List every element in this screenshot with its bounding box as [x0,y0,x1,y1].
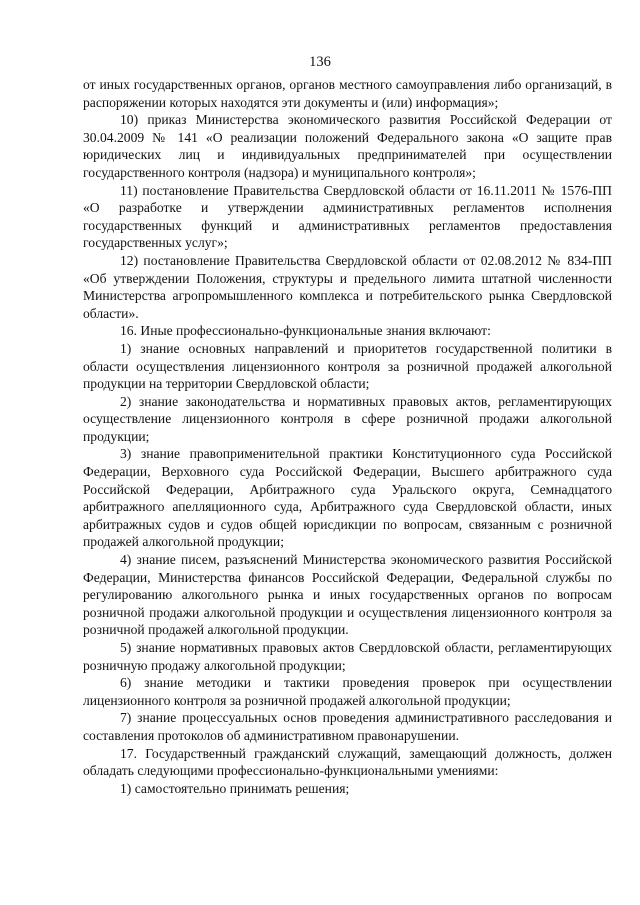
page-number: 136 [309,54,331,70]
paragraph-item-12: 12) постановление Правительства Свердловской области от 02.08.2012 № 834-ПП «Об утверждении Положения, структуры и предельного лимита штатной численности Министерства агропромышленного комплекса и потребительского рынка Свердловской области». [83,252,612,321]
paragraph-item-11: 11) постановление Правительства Свердловской области от 16.11.2011 № 1576-ПП «О разработке и утверждении административных регламентов исполнения государственных функций и административных регламентов предоставления государственных услуг»; [83,182,612,251]
paragraph-knowledge-1: 1) знание основных направлений и приоритетов государственной политики в области осуществления лицензионного контроля за розничной продажей алкогольной продукции на территории Свердловской области; [83,340,612,392]
paragraph-skill-1: 1) самостоятельно принимать решения; [120,780,350,796]
paragraph-item-10: 10) приказ Министерства экономического развития Российской Федерации от 30.04.2009 № 141 «О реализации положений Федерального закона «О защите прав юридических лиц и индивидуальных предпринимателей при осуществлении государственного контроля (надзора) и муниципального контроля»; [83,112,612,180]
paragraph-knowledge-3: 3) знание правоприменительной практики Конституционного суда Российской Федерации, Верховного суда Российской Федерации, Высшего арбитражного суда Российской Федерации, Арбитражного суда Уральского округа, Семнадцатого арбитражного апелляционного суда, Арбитражного суда Свердловской области, иных арбитражных судов и судов общей юрисдикции по вопросам, связанным с розничной продажей алкогольной продукции; [83,446,612,550]
paragraph-knowledge-5: 5) знание нормативных правовых актов Свердловской области, регламентирующих розничную продажу алкогольной продукции; [83,640,612,673]
paragraph-section-16: 16. Иные профессионально-функциональные знания включают: [120,323,491,339]
document-body [83,76,612,797]
paragraph-knowledge-2: 2) знание законодательства и нормативных правовых актов, регламентирующих осуществление лицензионного контроля в сфере розничной продажи алкогольной продукции; [83,393,612,444]
paragraph-continuation: от иных государственных органов, органов местного самоуправления либо организаций, в распоряжении которых находятся эти документы и (или) информация»; [83,77,612,110]
paragraph-knowledge-4: 4) знание писем, разъяснений Министерства экономического развития Российской Федерации, Министерства финансов Российской Федерации, Федеральной службы по регулированию алкогольного рынка и иных государственных органов по вопросам розничной продажи алкогольной продукции и осуществления лицензионного контроля за розничной продажей алкогольной продукции. [83,552,612,638]
paragraph-section-17: 17. Государственный гражданский служащий, замещающий должность, должен обладать следующими профессионально-функциональными умениями: [83,745,612,779]
paragraph-knowledge-6: 6) знание методики и тактики проведения проверок при осуществлении лицензионного контроля за розничной продажей алкогольной продукции; [83,675,612,708]
paragraph-knowledge-7: 7) знание процессуальных основ проведения административного расследования и составления протоколов об административном правонарушении. [83,710,612,743]
